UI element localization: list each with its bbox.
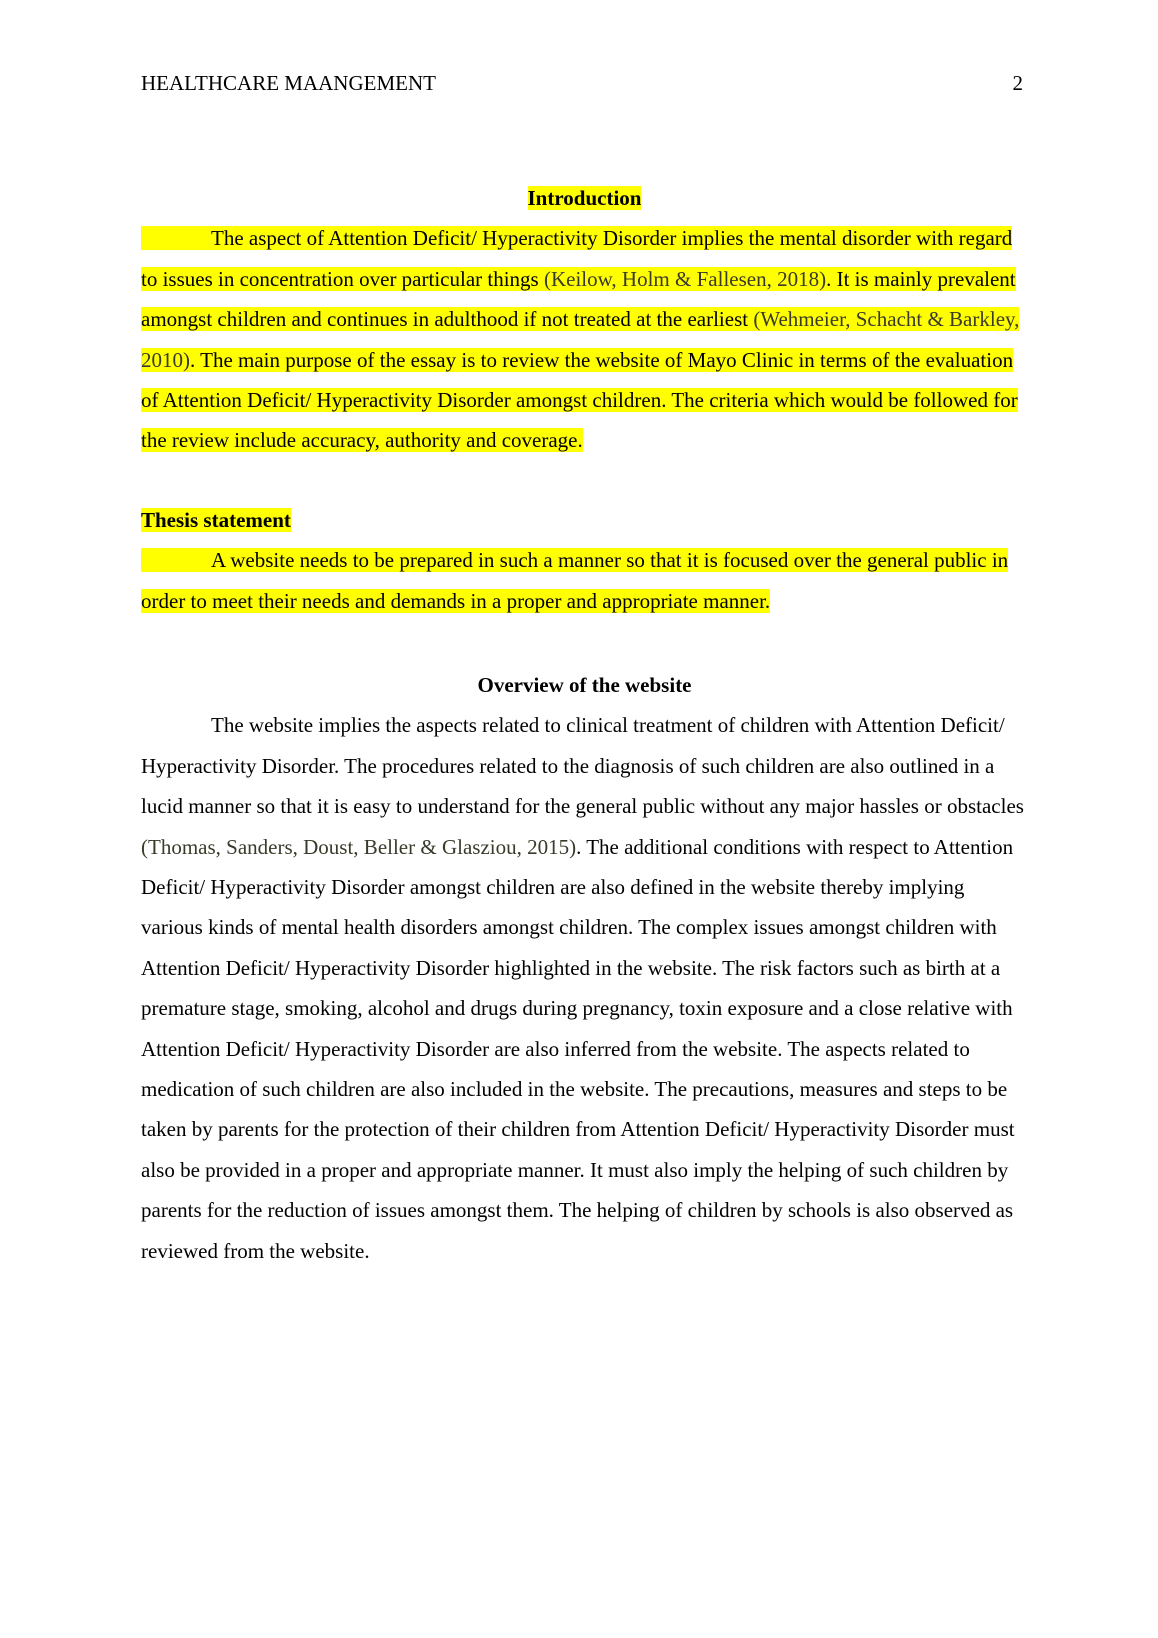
page-number: 2 — [1012, 70, 1023, 95]
citation: (Keilow, Holm & Fallesen, 2018) — [543, 266, 827, 291]
introduction-section — [141, 178, 1028, 461]
introduction-heading: Introduction — [527, 186, 642, 210]
page-header — [141, 68, 1023, 98]
overview-heading: Overview of the website — [477, 673, 692, 697]
thesis-paragraph: A website needs to be prepared in such a manner so that it is focused over the general public in order to meet their needs and demands in a proper and appropriate manner. — [141, 548, 1009, 613]
overview-section — [141, 665, 1028, 1271]
running-head: HEALTHCARE MAANGEMENT — [141, 70, 436, 95]
citation: (Wehmeier, Schacht & Barkley, 2010) — [141, 307, 1020, 372]
overview-paragraph: The website implies the aspects related to clinical treatment of children with Attention Deficit/ Hyperactivity Disorder. The procedures related to the diagnosis of such children are also outlined in a lucid manner so that it is easy to understand for the general public without any major hassles or obstacles (Thomas, Sanders, Doust, Beller & Glasziou, 2015). The additional conditions with respect to Attention Deficit/ Hyperactivity Disorder amongst children are also defined in the website thereby implying various kinds of mental health disorders amongst children. The complex issues amongst children with Attention Deficit/ Hyperactivity Disorder highlighted in the website. The risk factors such as birth at a premature stage, smoking, alcohol and drugs during pregnancy, toxin exposure and a close relative with Attention Deficit/ Hyperactivity Disorder are also inferred from the website. The aspects related to medication of such children are also included in the website. The precautions, measures and steps to be taken by parents for the protection of their children from Attention Deficit/ Hyperactivity Disorder must also be provided in a proper and appropriate manner. It must also imply the helping of such children by parents for the reduction of issues amongst them. The helping of children by schools is also observed as reviewed from the website. — [141, 713, 1024, 1263]
thesis-heading: Thesis statement — [141, 508, 291, 532]
introduction-paragraph: The aspect of Attention Deficit/ Hyperactivity Disorder implies the mental disorder with regard to issues in concentration over particular things (Keilow, Holm & Fallesen, 2018). It is mainly prevalent amongst children and continues in adulthood if not treated at the earliest (Wehmeier, Schacht & Barkley, 2010). The main purpose of the essay is to review the website of Mayo Clinic in terms of the evaluation of Attention Deficit/ Hyperactivity Disorder amongst children. The criteria which would be followed for the review include accuracy, authority and coverage. — [141, 226, 1020, 453]
citation: (Thomas, Sanders, Doust, Beller & Glasziou, 2015) — [141, 834, 577, 859]
thesis-section — [141, 500, 1028, 621]
